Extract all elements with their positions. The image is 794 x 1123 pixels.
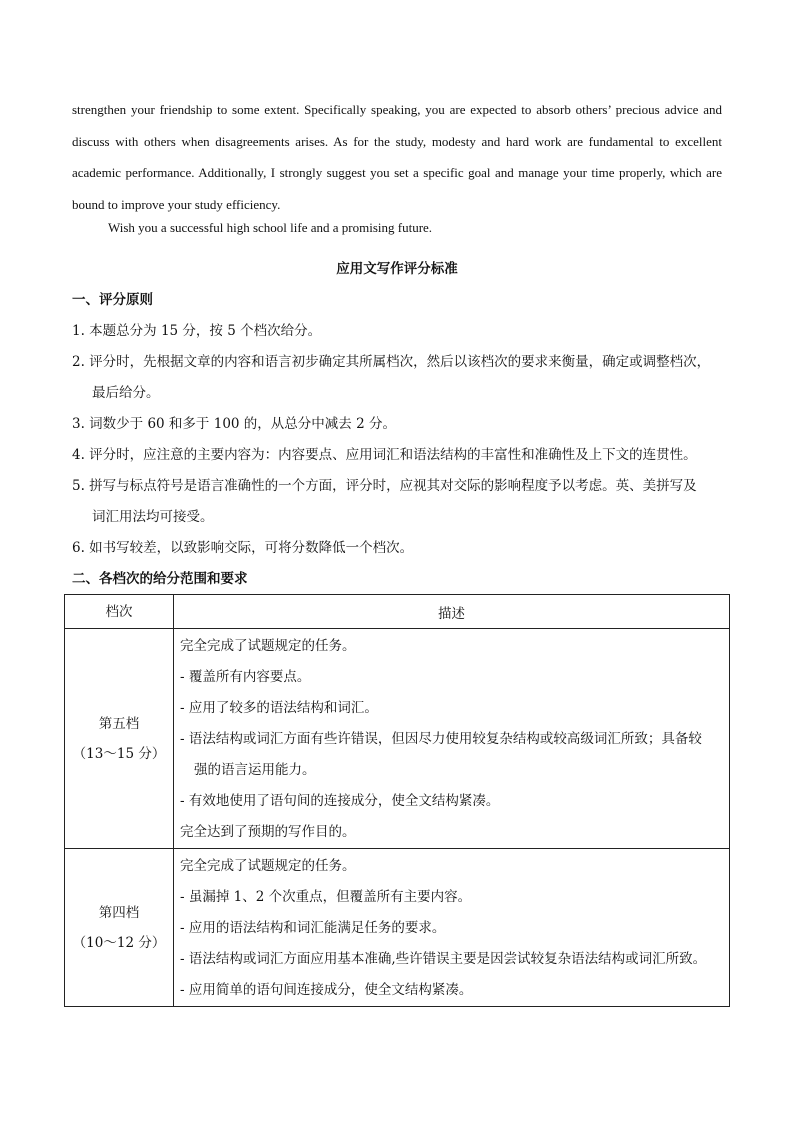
description-line: - 虽漏掉 1、2 个次重点，但覆盖所有主要内容。 [180, 889, 472, 905]
header-level: 档次 [65, 595, 174, 629]
rule-text: 5. 拼写与标点符号是语言准确性的一个方面，评分时，应视其对交际的影响程度予以考虑。英、美拼写及 [72, 478, 697, 494]
rule-text: 1. 本题总分为 15 分，按 5 个档次给分。 [72, 323, 322, 339]
rule-item [72, 471, 732, 533]
rule-item [72, 347, 732, 409]
rule-text: 4. 评分时，应注意的主要内容为：内容要点、应用词汇和语法结构的丰富性和准确性及上下文的连贯性。 [72, 447, 697, 463]
level-cell [65, 849, 174, 1007]
description-line: - 覆盖所有内容要点。 [180, 669, 311, 685]
level-name: 第四档 [98, 904, 140, 921]
description-line: - 应用了较多的语法结构和词汇。 [180, 700, 378, 716]
rule-continuation: 词汇用法均可接受。 [92, 509, 214, 525]
description-line: 完全达到了预期的写作目的。 [180, 824, 356, 840]
rules-list [72, 316, 732, 564]
description-line: 完全完成了试题规定的任务。 [180, 858, 356, 874]
rule-continuation: 最后给分。 [92, 385, 160, 401]
section-heading-grades: 二、各档次的给分范围和要求 [72, 571, 248, 587]
level-name: 第五档 [98, 715, 140, 732]
rule-text: 2. 评分时，先根据文章的内容和语言初步确定其所属档次，然后以该档次的要求来衡量，确定或调整档次， [72, 354, 711, 370]
level-range: （13～15 分） [72, 745, 166, 762]
essay-paragraph: strengthen your friendship to some extent. Specifically speaking, you are expected to absorb others’ precious advice and discuss with others when disagreements arises. As for the study, modesty and hard work are fundamental to excellent academic performance. Additionally, I strongly suggest you set a specific goal and manage your time properly, which are bound to improve your study efficiency. [72, 102, 722, 212]
section-heading-principles: 一、评分原则 [72, 292, 153, 308]
table-header-row [65, 595, 730, 629]
page-title: 应用文写作评分标准 [336, 261, 458, 277]
level-cell [65, 629, 174, 849]
description-line: - 应用的语法结构和词汇能满足任务的要求。 [180, 920, 446, 936]
level-range: （10～12 分） [72, 934, 166, 951]
description-continuation: 强的语言运用能力。 [194, 762, 316, 778]
description-cell [174, 849, 730, 1007]
grades-table [64, 594, 730, 1007]
description-line: - 语法结构或词汇方面应用基本准确,些许错误主要是因尝试较复杂语法结构或词汇所致。 [180, 951, 707, 967]
description-line: 完全完成了试题规定的任务。 [180, 638, 356, 654]
rule-text: 3. 词数少于 60 和多于 100 的，从总分中减去 2 分。 [72, 416, 396, 432]
rule-item [72, 440, 732, 471]
table-row [65, 629, 730, 849]
description-line: - 应用简单的语句间连接成分，使全文结构紧凑。 [180, 982, 473, 998]
rule-item [72, 409, 732, 440]
description-cell [174, 629, 730, 849]
description-line: - 语法结构或词汇方面有些许错误，但因尽力使用较复杂结构或较高级词汇所致；具备较 [180, 731, 702, 747]
rule-item [72, 533, 732, 564]
rule-text: 6. 如书写较差，以致影响交际，可将分数降低一个档次。 [72, 540, 414, 556]
rule-item [72, 316, 732, 347]
table-row [65, 849, 730, 1007]
header-description: 描述 [174, 595, 730, 629]
description-line: - 有效地使用了语句间的连接成分，使全文结构紧凑。 [180, 793, 500, 809]
essay-closing: Wish you a successful high school life and a promising future. [108, 220, 433, 235]
